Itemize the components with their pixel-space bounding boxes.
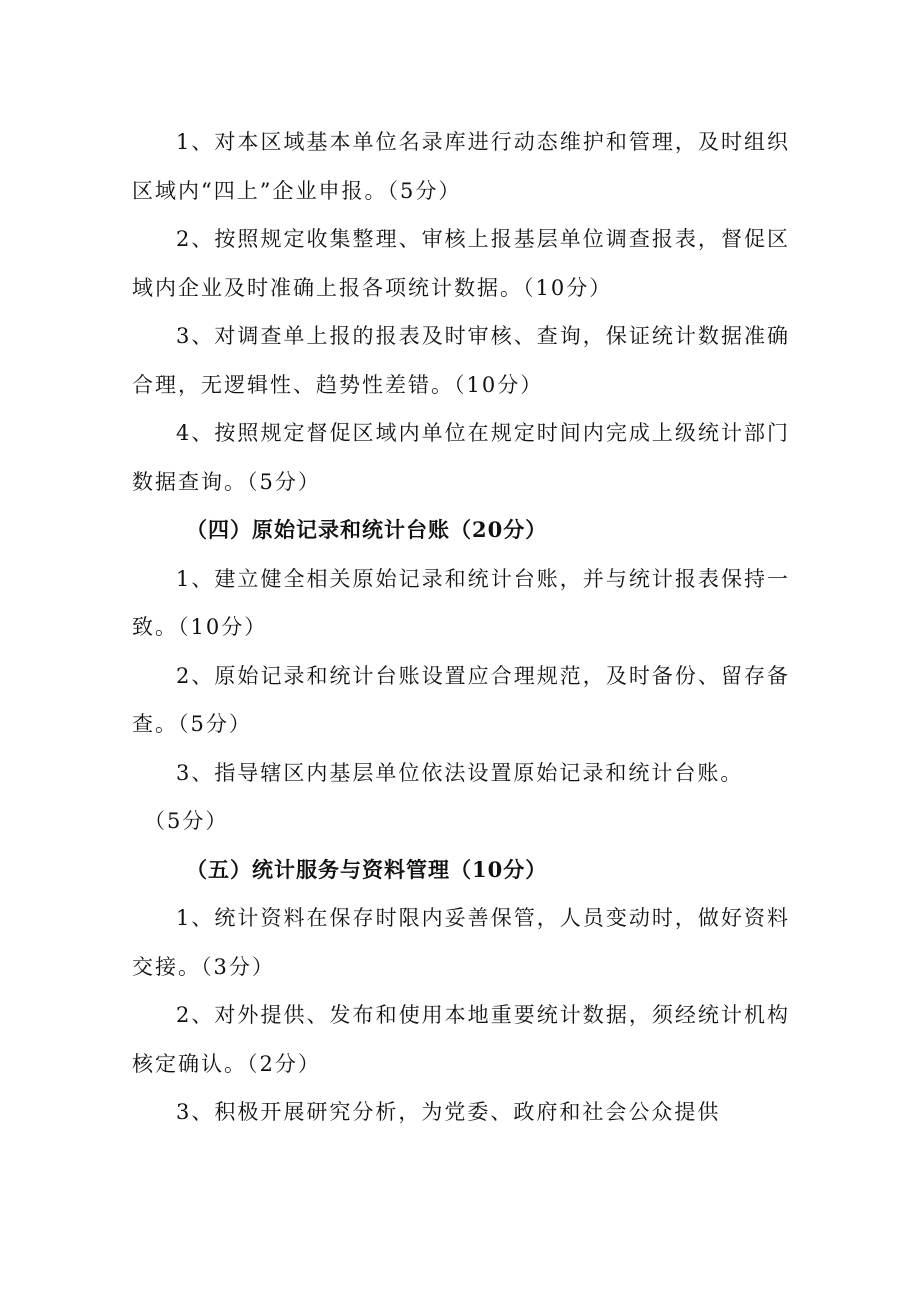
paragraph-item-7: 3、指导辖区内基层单位依法设置原始记录和统计台账。	[176, 760, 744, 785]
paragraph-item-3: 3、对调查单上报的报表及时审核、查询，保证统计数据准确合理，无逻辑性、趋势性差错。（10分）	[132, 324, 790, 397]
section-heading-5: （五）统计服务与资料管理（10分）	[186, 856, 548, 882]
paragraph-item-5: 1、建立健全相关原始记录和统计台账，并与统计报表保持一致。（10分）	[132, 566, 790, 639]
document-body	[132, 118, 790, 1137]
paragraph-item-8: 1、统计资料在保存时限内妥善保管，人员变动时，做好资料交接。（3分）	[132, 906, 790, 979]
paragraph-item-1: 1、对本区域基本单位名录库进行动态维护和管理，及时组织区域内“四上”企业申报。（5分）	[132, 130, 790, 203]
paragraph-item-4: 4、按照规定督促区域内单位在规定时间内完成上级统计部门数据查询。（5分）	[132, 421, 790, 494]
paragraph-item-10: 3、积极开展研究分析，为党委、政府和社会公众提供	[176, 1100, 721, 1124]
paragraph-item-9: 2、对外提供、发布和使用本地重要统计数据，须经统计机构核定确认。（2分）	[132, 1003, 790, 1076]
section-heading-4: （四）原始记录和统计台账（20分）	[186, 517, 548, 542]
paragraph-item-7-score: （5分）	[144, 809, 229, 833]
paragraph-item-2: 2、按照规定收集整理、审核上报基层单位调查报表，督促区域内企业及时准确上报各项统计数据。（10分）	[132, 227, 790, 300]
paragraph-item-6: 2、原始记录和统计台账设置应合理规范，及时备份、留存备查。（5分）	[132, 663, 790, 736]
